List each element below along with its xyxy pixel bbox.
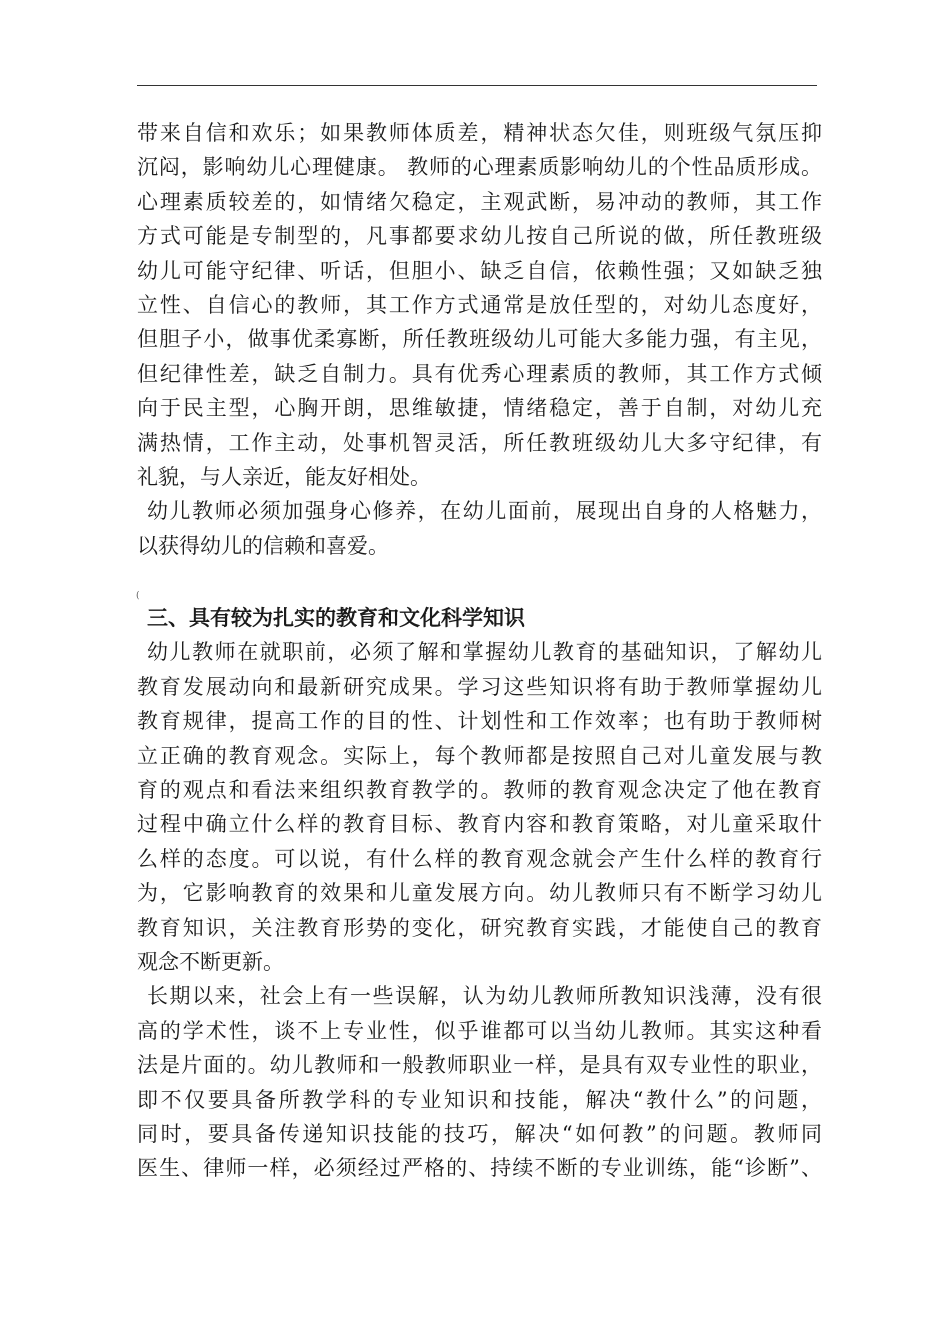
text-line: 幼儿教师必须加强身心修养，在幼儿面前，展现出自身的人格魅力，	[147, 499, 822, 524]
text-line: 医生、律师一样，必须经过严格的、持续不断的专业训练，能“诊断”、	[137, 1156, 822, 1181]
text-line: 立性、自信心的教师，其工作方式通常是放任型的，对幼儿态度好，	[137, 292, 822, 317]
stray-mark: (	[136, 591, 140, 601]
text-line: 即不仅要具备所教学科的专业知识和技能，解决“教什么”的问题，	[137, 1087, 822, 1112]
text-line: 向于民主型，心胸开朗，思维敏捷，情绪稳定，善于自制，对幼儿充	[137, 396, 822, 421]
document-body	[137, 116, 822, 1186]
header-rule	[137, 85, 817, 86]
paragraph-3	[137, 635, 822, 979]
text-line: 以获得幼儿的信赖和喜爱。	[137, 533, 389, 558]
text-line: 同时，要具备传递知识技能的技巧，解决“如何教”的问题。教师同	[137, 1121, 822, 1146]
text-line: 么样的态度。可以说，有什么样的教育观念就会产生什么样的教育行	[137, 846, 822, 871]
text-line: 育的观点和看法来组织教育教学的。教师的教育观念决定了他在教育	[137, 778, 822, 803]
text-line: 幼儿教师在就职前，必须了解和掌握幼儿教育的基础知识，了解幼儿	[147, 640, 822, 665]
section-gap	[137, 563, 822, 601]
text-line: 礼貌，与人亲近，能友好相处。	[137, 464, 431, 489]
text-line: 高的学术性，谈不上专业性，似乎谁都可以当幼儿教师。其实这种看	[137, 1018, 822, 1043]
text-line: 法是片面的。幼儿教师和一般教师职业一样，是具有双专业性的职业，	[137, 1053, 822, 1078]
text-line: 心理素质较差的，如情绪欠稳定，主观武断，易冲动的教师，其工作	[137, 189, 822, 214]
text-line: 立正确的教育观念。实际上，每个教师都是按照自己对儿童发展与教	[137, 743, 822, 768]
text-line: 为，它影响教育的效果和儿童发展方向。幼儿教师只有不断学习幼儿	[137, 881, 822, 906]
text-line: 教育规律，提高工作的目的性、计划性和工作效率；也有助于教师树	[137, 709, 822, 734]
text-line: 教育发展动向和最新研究成果。学习这些知识将有助于教师掌握幼儿	[137, 674, 822, 699]
text-line: 长期以来，社会上有一些误解，认为幼儿教师所教知识浅薄，没有很	[147, 984, 822, 1009]
text-line: 带来自信和欢乐；如果教师体质差，精神状态欠佳，则班级气氛压抑	[137, 121, 822, 145]
text-line: 过程中确立什么样的教育目标、教育内容和教育策略，对儿童采取什	[137, 812, 822, 837]
text-line: 观念不断更新。	[137, 949, 284, 974]
paragraph-4	[137, 979, 822, 1185]
text-line: 幼儿可能守纪律、听话，但胆小、缺乏自信，依赖性强；又如缺乏独	[137, 258, 822, 283]
paragraph-1	[137, 116, 822, 494]
paragraph-2	[137, 494, 822, 563]
section-heading: 三、具有较为扎实的教育和文化科学知识	[147, 606, 525, 631]
text-line: 但纪律性差，缺乏自制力。具有优秀心理素质的教师，其工作方式倾	[137, 361, 822, 386]
text-line: 但胆子小，做事优柔寡断，所任教班级幼儿可能大多能力强，有主见，	[137, 327, 822, 352]
text-line: 沉闷，影响幼儿心理健康。 教师的心理素质影响幼儿的个性品质形成。	[137, 155, 822, 180]
text-line: 方式可能是专制型的，凡事都要求幼儿按自己所说的做，所任教班级	[137, 224, 822, 249]
text-line: 满热情，工作主动，处事机智灵活，所任教班级幼儿大多守纪律，有	[137, 430, 822, 455]
text-line: 教育知识，关注教育形势的变化，研究教育实践，才能使自己的教育	[137, 915, 822, 940]
